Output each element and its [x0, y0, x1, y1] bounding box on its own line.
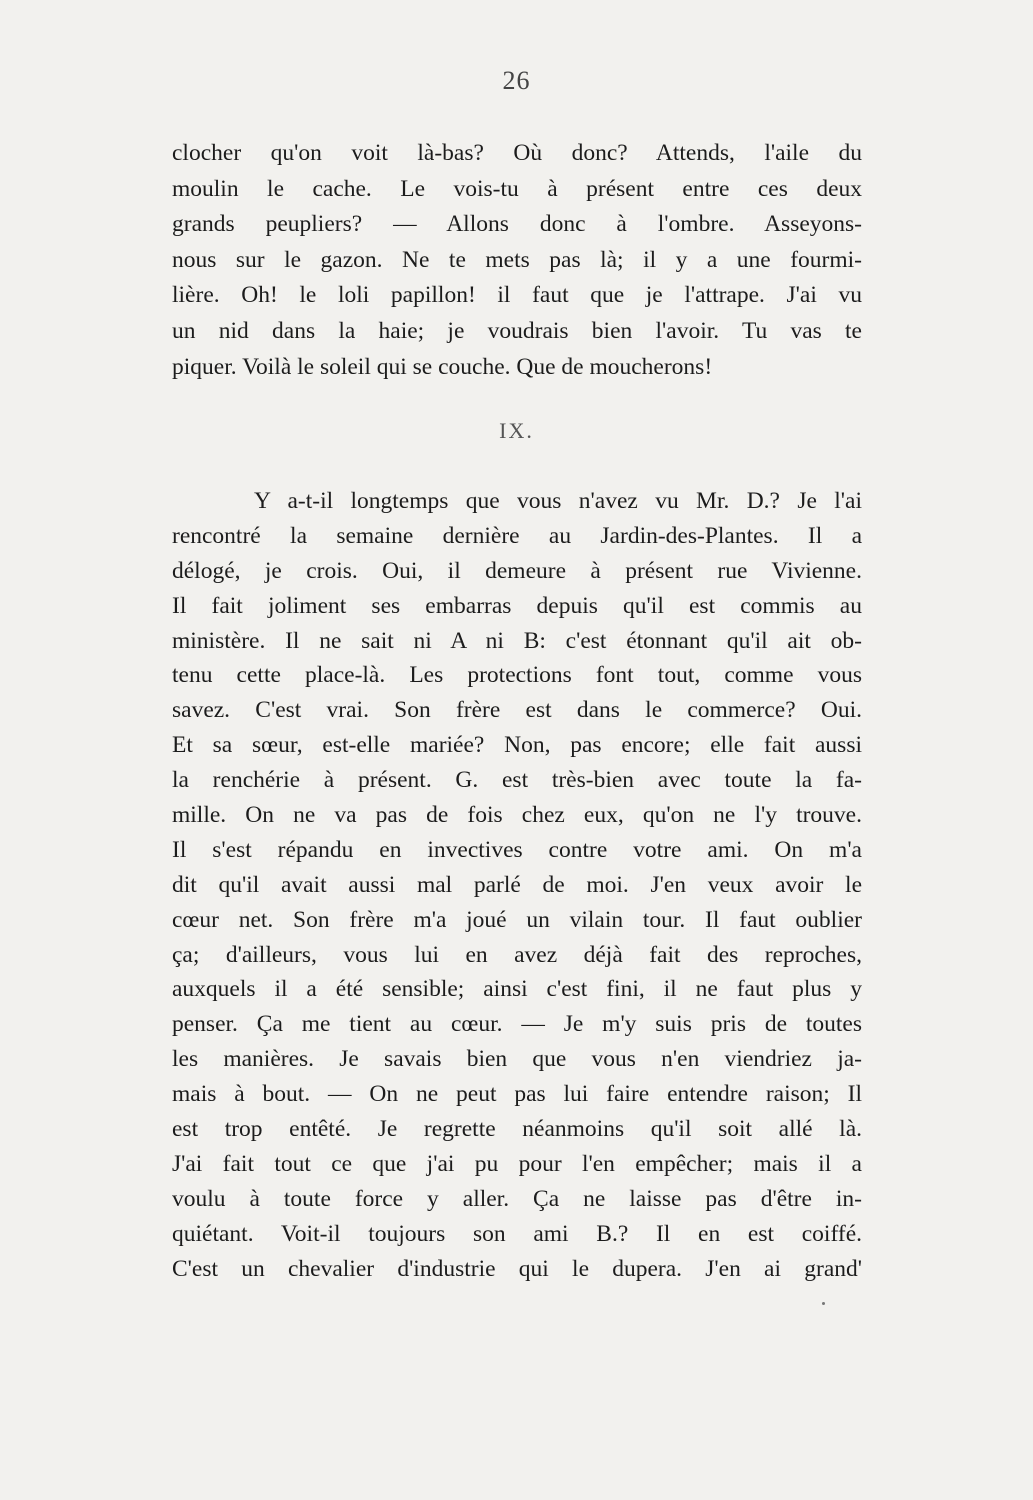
- text-line: quiétant. Voit-il toujours son ami B.? Il en est coiffé.: [172, 1220, 862, 1247]
- text-line: Et sa sœur, est-elle mariée? Non, pas encore; elle fait aussi: [172, 732, 862, 759]
- text-line: ça; d'ailleurs, vous lui en avez déjà fait des reproches,: [172, 941, 862, 968]
- text-line: ministère. Il ne sait ni A ni B: c'est étonnant qu'il ait ob-: [172, 627, 862, 654]
- text-line: moulin le cache. Le vois-tu à présent entre ces deux: [172, 175, 862, 202]
- text-line: mais à bout. — On ne peut pas lui faire entendre raison; Il: [172, 1081, 862, 1108]
- section-passage: [172, 484, 862, 1286]
- text-line: dit qu'il avait aussi mal parlé de moi. J'en veux avoir le: [172, 871, 862, 898]
- ink-speck: [822, 1302, 825, 1305]
- text-line: Il s'est répandu en invectives contre votre ami. On m'a: [172, 836, 862, 863]
- text-line: savez. C'est vrai. Son frère est dans le commerce? Oui.: [172, 697, 862, 724]
- text-line: mille. On ne va pas de fois chez eux, qu'on ne l'y trouve.: [172, 802, 862, 829]
- text-line: penser. Ça me tient au cœur. — Je m'y suis pris de toutes: [172, 1011, 862, 1038]
- text-line: rencontré la semaine dernière au Jardin-des-Plantes. Il a: [172, 522, 862, 549]
- text-line: tenu cette place-là. Les protections font tout, comme vous: [172, 662, 862, 689]
- text-line: piquer. Voilà le soleil qui se couche. Que de moucherons!: [172, 353, 713, 380]
- text-line: J'ai fait tout ce que j'ai pu pour l'en empêcher; mais il a: [172, 1150, 862, 1177]
- text-line: les manières. Je savais bien que vous n'en viendriez ja-: [172, 1046, 862, 1073]
- text-line: cœur net. Son frère m'a joué un vilain tour. Il faut oublier: [172, 906, 862, 933]
- text-line: voulu à toute force y aller. Ça ne laisse pas d'être in-: [172, 1185, 862, 1212]
- section-heading: IX.: [499, 418, 534, 443]
- text-line: C'est un chevalier d'industrie qui le dupera. J'en ai grand': [172, 1255, 862, 1282]
- top-passage: [172, 136, 862, 385]
- text-line: lière. Oh! le loli papillon! il faut que je l'attrape. J'ai vu: [172, 282, 862, 309]
- text-line: la renchérie à présent. G. est très-bien avec toute la fa-: [172, 767, 862, 794]
- text-line: délogé, je crois. Oui, il demeure à présent rue Vivienne.: [172, 557, 862, 584]
- page-number: 26: [502, 66, 531, 95]
- text-line: est trop entêté. Je regrette néanmoins qu'il soit allé là.: [172, 1116, 862, 1143]
- text-line: nous sur le gazon. Ne te mets pas là; il y a une fourmi-: [172, 246, 862, 273]
- text-line: auxquels il a été sensible; ainsi c'est fini, il ne faut plus y: [172, 976, 862, 1003]
- text-line: Il fait joliment ses embarras depuis qu'il est commis au: [172, 592, 862, 619]
- text-line: clocher qu'on voit là-bas? Où donc? Attends, l'aile du: [172, 140, 862, 166]
- text-line: grands peupliers? — Allons donc à l'ombre. Asseyons-: [172, 211, 862, 238]
- text-line: un nid dans la haie; je voudrais bien l'avoir. Tu vas te: [172, 317, 862, 344]
- text-line: Y a-t-il longtemps que vous n'avez vu Mr. D.? Je l'ai: [254, 488, 862, 514]
